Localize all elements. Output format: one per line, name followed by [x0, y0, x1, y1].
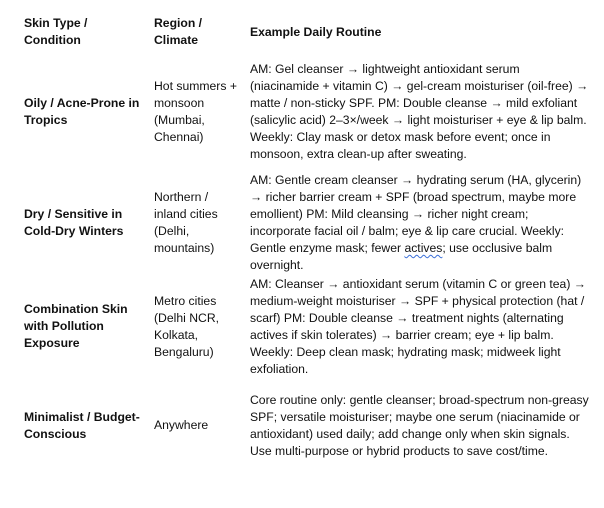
routine-text-part: AM: Gentle cream cleanser → hydrating serum (HA, glycerin) → richer barrier cream + SPF (broad spectrum, maybe more emollient) PM: Mild cleansing → richer night cream; incorporate facial oil / balm; eye & lip care crucial. Weekly: Gentle enzyme mask; fewer — [250, 173, 582, 255]
header-skin-type: Skin Type / Condition — [24, 16, 88, 47]
cell-skin-type: Oily / Acne-Prone in Tropics — [24, 95, 140, 127]
cell-routine — [244, 171, 596, 275]
routine-text-part: ; use occlusive balm overnight. — [250, 241, 553, 272]
header-routine: Example Daily Routine — [250, 24, 382, 39]
cell-routine: Core routine only: gentle cleanser; broad-spectrum non-greasy SPF; versatile moisturiser; maybe one serum (niacinamide or antioxidant) used daily; add change only when skin signals. Use multi-purpose or hybrid products to save cost/time. — [250, 392, 589, 458]
cell-routine: AM: Gel cleanser → lightweight antioxidant serum (niacinamide + vitamin C) → gel-cream moisturiser (oil-free) → matte / non-sticky SPF. PM: Double cleanse → mild exfoliant (salicylic acid) 2–3×/week → light moisturiser + eye & lip balm. Weekly: Clay mask or detox mask before event; once in monsoon, extra clean-up after sweating. — [250, 61, 589, 161]
cell-region: Northern / inland cities (Delhi, mountains) — [154, 190, 218, 255]
header-region: Region / Climate — [154, 16, 203, 47]
table-row — [18, 275, 596, 378]
cell-region: Metro cities (Delhi NCR, Kolkata, Bengaluru) — [154, 293, 220, 359]
cell-skin-type: Dry / Sensitive in Cold-Dry Winters — [24, 207, 124, 238]
table-header-row — [18, 12, 596, 52]
cell-routine: AM: Cleanser → antioxidant serum (vitamin C or green tea) → medium-weight moisturiser → SPF + physical protection (hat / scarf) PM: Double cleanse → treatment nights (alternating actives if skin tolerates) → barrier cream; eye + lip balm. Weekly: Deep clean mask; hydrating mask; midweek light exfoliation. — [250, 276, 586, 376]
cell-region: Hot summers + monsoon (Mumbai, Chennai) — [154, 78, 237, 144]
table-row — [18, 378, 596, 473]
table-row — [18, 52, 596, 171]
table-row — [18, 171, 596, 275]
spellcheck-underlined-word[interactable]: actives — [404, 241, 443, 255]
skincare-routine-table — [18, 12, 596, 473]
cell-skin-type: Minimalist / Budget-Conscious — [24, 409, 140, 441]
cell-region: Anywhere — [154, 418, 209, 432]
cell-skin-type: Combination Skin with Pollution Exposure — [24, 302, 128, 350]
